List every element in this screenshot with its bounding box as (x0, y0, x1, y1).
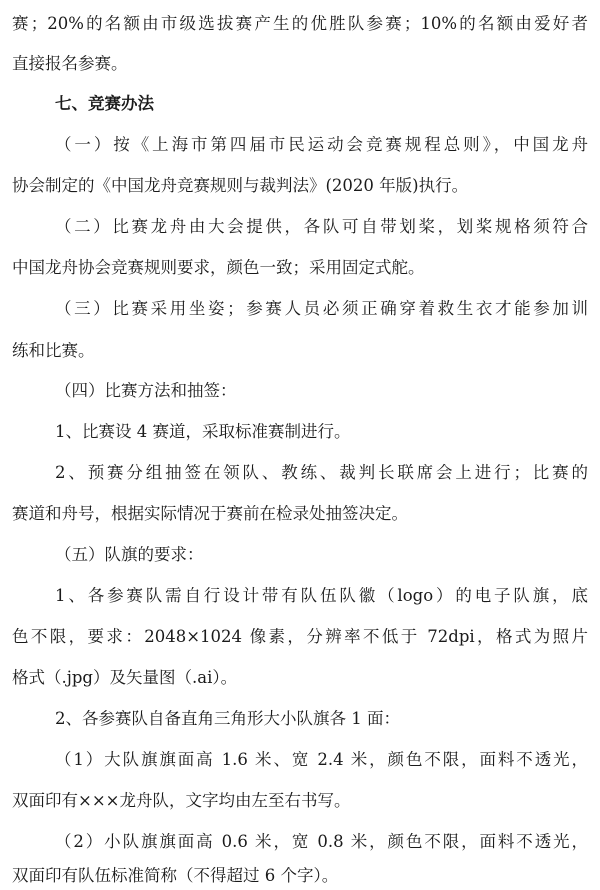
paragraph-line: 中国龙舟协会竞赛规则要求，颜色一致；采用固定式舵。 (12, 258, 425, 277)
paragraph-line: 赛道和舟号，根据实际情况于赛前在检录处抽签决定。 (12, 504, 408, 523)
paragraph-line: 1、各参赛队需自行设计带有队伍队徽（logo）的电子队旗，底 (55, 586, 588, 605)
paragraph-line: 格式（.jpg）及矢量图（.ai）。 (12, 668, 238, 687)
section-heading: 七、竞赛办法 (55, 94, 154, 113)
paragraph-line: 双面印有×××龙舟队，文字均由左至右书写。 (12, 791, 351, 810)
paragraph-line: （2）小队旗旗面高 0.6 米，宽 0.8 米，颜色不限，面料不透光， (55, 832, 588, 851)
paragraph-line: 直接报名参赛。 (12, 54, 128, 73)
paragraph-line: 练和比赛。 (12, 341, 95, 360)
paragraph-line: 协会制定的《中国龙舟竞赛规则与裁判法》(2020 年版)执行。 (12, 176, 469, 195)
paragraph-line: 赛；20%的名额由市级选拔赛产生的优胜队参赛；10%的名额由爱好者 (12, 14, 588, 33)
paragraph-line: 1、比赛设 4 赛道，采取标准赛制进行。 (55, 422, 351, 441)
paragraph-line: （1）大队旗旗面高 1.6 米、宽 2.4 米，颜色不限，面料不透光， (55, 750, 588, 769)
paragraph-line: （一）按《上海市第四届市民运动会竞赛规程总则》，中国龙舟 (55, 135, 588, 154)
paragraph-line: （二）比赛龙舟由大会提供，各队可自带划桨，划桨规格须符合 (55, 217, 588, 236)
paragraph-line: 2、预赛分组抽签在领队、教练、裁判长联席会上进行；比赛的 (55, 463, 588, 482)
paragraph-line: （四）比赛方法和抽签： (55, 381, 237, 400)
paragraph-line: （三）比赛采用坐姿；参赛人员必须正确穿着救生衣才能参加训 (55, 299, 588, 318)
paragraph-line: 2、各参赛队自备直角三角形大小队旗各 1 面： (55, 709, 400, 728)
paragraph-line: 双面印有队伍标准简称（不得超过 6 个字）。 (12, 866, 339, 885)
paragraph-line: 色不限，要求：2048×1024 像素，分辨率不低于 72dpi，格式为照片 (12, 627, 588, 646)
paragraph-line: （五）队旗的要求： (55, 545, 204, 564)
